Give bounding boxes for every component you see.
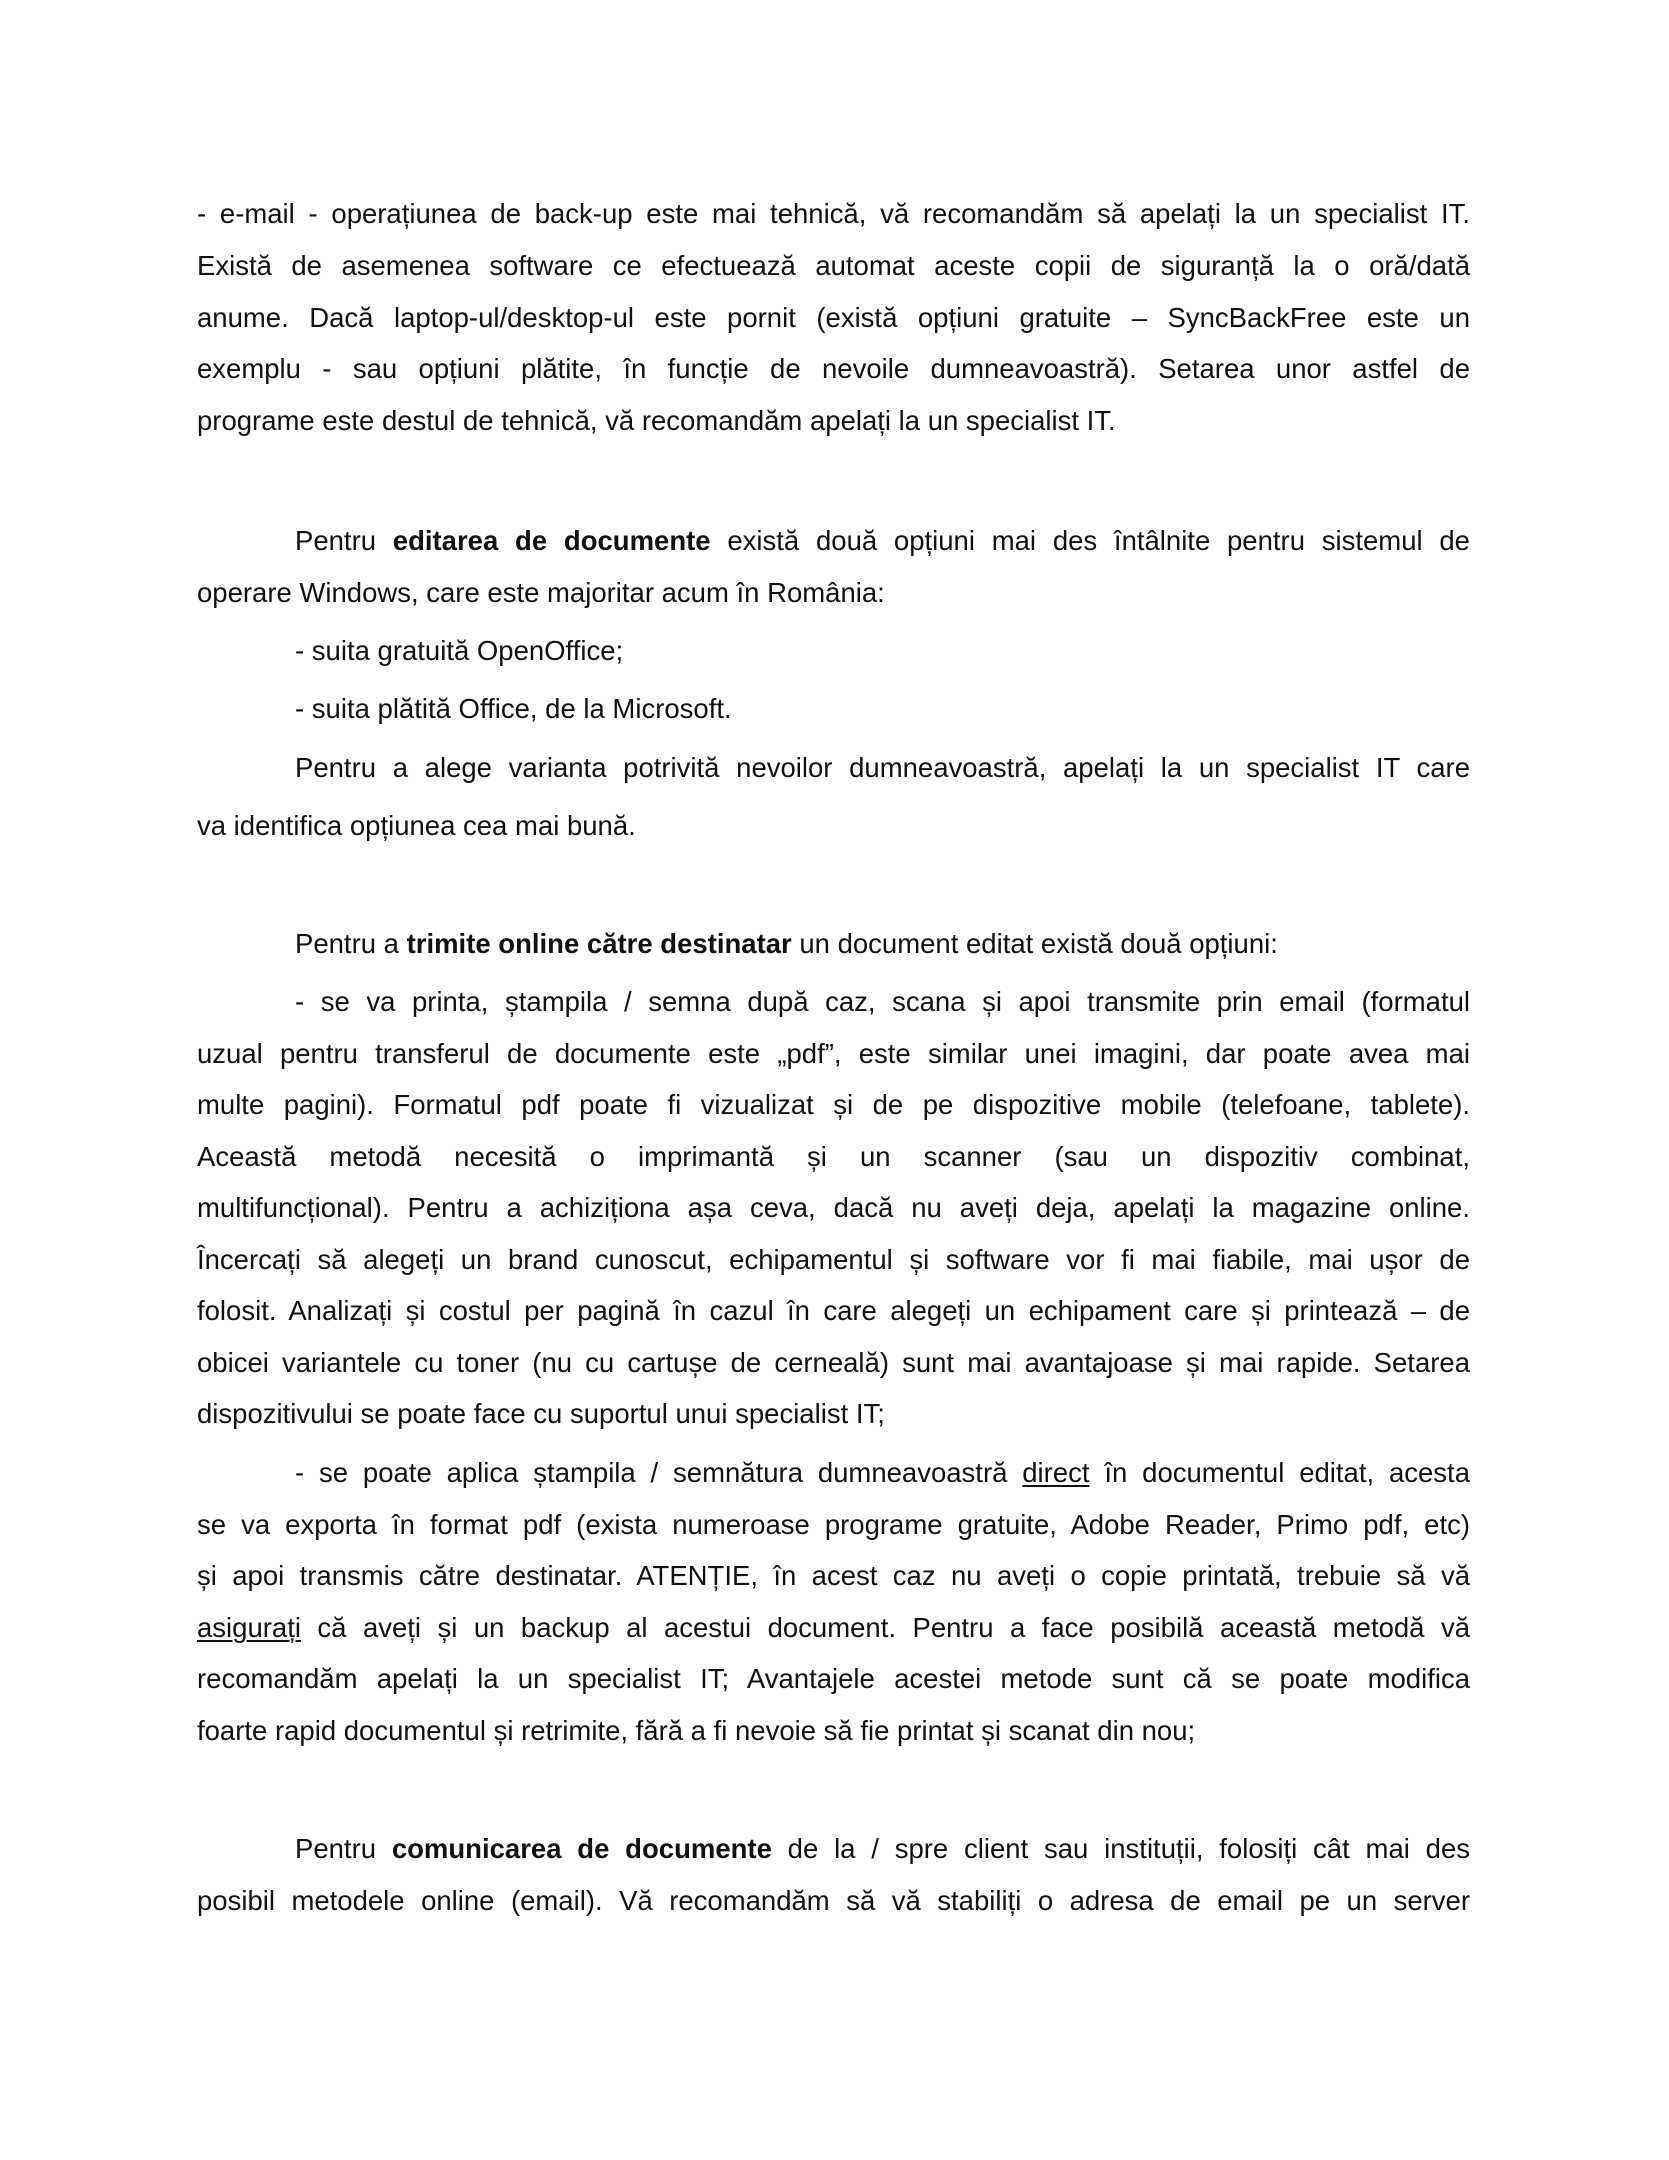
text-run: în documentul editat, acesta [1089,1457,1470,1488]
text-line: se va exporta în format pdf (exista numeroase programe gratuite, Adobe Reader, Primo pdf, etc) [197,1509,1470,1540]
text-line: Pentru a alege varianta potrivită nevoilor dumneavoastră, apelați la un specialist IT care [295,752,1470,783]
text-line [295,1453,1470,1493]
text-line: recomandăm apelați la un specialist IT; Avantajele acestei metode sunt că se poate modifica [197,1663,1470,1694]
text-line: va identifica opțiunea cea mai bună. [197,810,636,841]
text-run: - se poate aplica ștampila / semnătura dumneavoastră [295,1457,1023,1488]
text-run: Pentru a [295,928,407,959]
text-run: Pentru [295,1833,392,1864]
text-run: un document editat există două opțiuni: [791,928,1278,959]
text-run: Pentru [295,525,393,556]
text-line: multifuncțional). Pentru a achiziționa așa ceva, dacă nu aveți deja, apelați la magazine online. [197,1192,1470,1223]
text-line: Încercați să alegeți un brand cunoscut, echipamentul și software vor fi mai fiabile, mai ușor de [197,1244,1470,1275]
text-run: că aveți și un backup al acestui document. Pentru a face posibilă această metodă vă [300,1612,1470,1643]
text-line: și apoi transmis către destinatar. ATENȚIE, în acest caz nu aveți o copie printată, trebuie să vă [197,1560,1470,1591]
text-line: anume. Dacă laptop-ul/desktop-ul este pornit (există opțiuni gratuite – SyncBackFree este un [197,302,1470,333]
bold-phrase: trimite online către destinatar [406,928,792,959]
text-line: uzual pentru transferul de documente este „pdf”, este similar unei imagini, dar poate avea mai [197,1038,1470,1069]
text-line [295,924,1470,964]
text-line: - e-mail - operațiunea de back-up este mai tehnică, vă recomandăm să apelați la un specialist IT. [197,198,1470,229]
text-line [295,521,1470,561]
text-line: exemplu - sau opțiuni plătite, în funcție de nevoile dumneavoastră). Setarea unor astfel de [197,353,1470,384]
text-line: posibil metodele online (email). Vă recomandăm să vă stabiliți o adresa de email pe un server [197,1885,1470,1916]
text-line: multe pagini). Formatul pdf poate fi vizualizat și de pe dispozitive mobile (telefoane, tablete). [197,1089,1470,1120]
text-run: de la / spre client sau instituții, folosiți cât mai des [771,1833,1470,1864]
text-line [295,1829,1470,1869]
text-line [197,1608,1470,1648]
text-run: există două opțiuni mai des întâlnite pentru sistemul de [710,525,1470,556]
list-item-openoffice: - suita gratuită OpenOffice; [295,635,624,666]
text-line: Există de asemenea software ce efectuează automat aceste copii de siguranță la o oră/dată [197,250,1470,281]
text-line: foarte rapid documentul și retrimite, fără a fi nevoie să fie printat și scanat din nou; [197,1715,1196,1746]
text-line: operare Windows, care este majoritar acum în România: [197,577,885,608]
bold-phrase: comunicarea de documente [391,1833,772,1864]
text-line: - se va printa, ștampila / semna după caz, scana și apoi transmite prin email (formatul [295,986,1470,1017]
text-line: programe este destul de tehnică, vă recomandăm apelați la un specialist IT. [197,405,1116,436]
text-line: folosit. Analizați și costul per pagină în cazul în care alegeți un echipament care și printează – de [197,1295,1470,1326]
text-line: dispozitivului se poate face cu suportul unui specialist IT; [197,1398,885,1429]
underlined-word-direct: direct [1022,1457,1090,1488]
text-line: obicei variantele cu toner (nu cu cartușe de cerneală) sunt mai avantajoase și mai rapide. Setarea [197,1347,1470,1378]
bold-phrase: editarea de documente [392,525,711,556]
list-item-microsoft-office: - suita plătită Office, de la Microsoft. [295,693,732,724]
underlined-word-asigurati: asigurați [197,1612,301,1643]
text-line: Această metodă necesită o imprimantă și un scanner (sau un dispozitiv combinat, [197,1141,1470,1172]
